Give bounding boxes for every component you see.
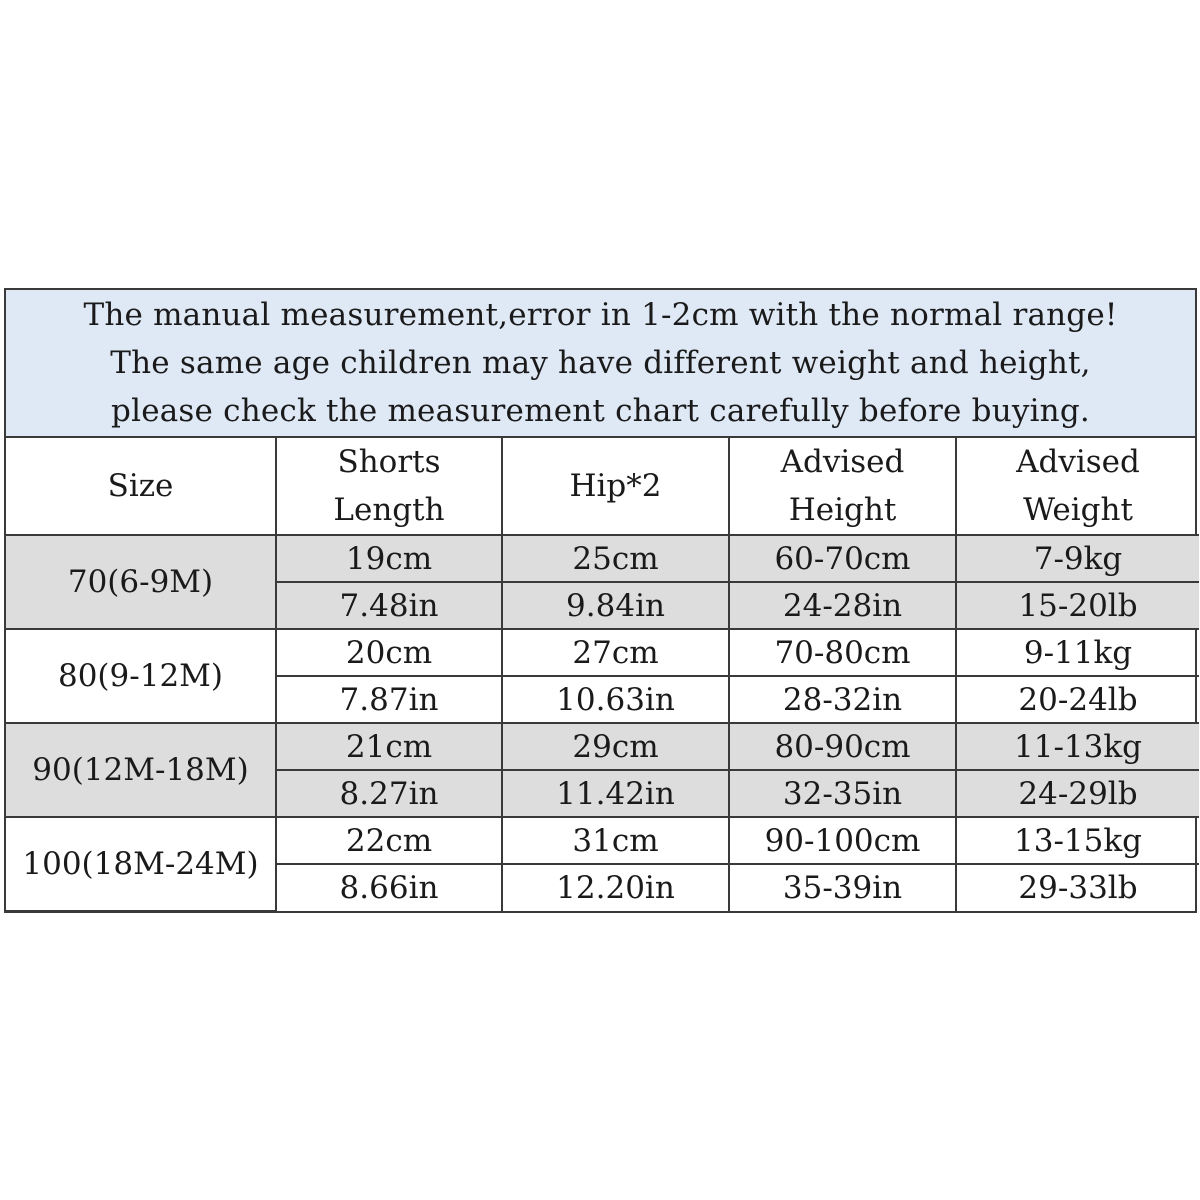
height-in-cell: 32-35in bbox=[729, 770, 956, 817]
table-header-row bbox=[6, 438, 1199, 535]
weight-lb-cell: 24-29lb bbox=[956, 770, 1199, 817]
table-row bbox=[6, 723, 1199, 770]
hip-cm-cell: 31cm bbox=[502, 817, 729, 864]
notice-line: The manual measurement,error in 1-2cm with the normal range! bbox=[83, 297, 1118, 333]
length-cm-cell: 21cm bbox=[276, 723, 502, 770]
size-table bbox=[6, 438, 1199, 912]
length-in-cell: 7.87in bbox=[276, 676, 502, 723]
measurement-notice bbox=[6, 290, 1195, 438]
table-row bbox=[6, 629, 1199, 676]
hip-in-cell: 9.84in bbox=[502, 582, 729, 629]
length-cm-cell: 22cm bbox=[276, 817, 502, 864]
hip-in-cell: 10.63in bbox=[502, 676, 729, 723]
header-shorts-length: Shorts Length bbox=[276, 438, 502, 535]
length-cm-cell: 20cm bbox=[276, 629, 502, 676]
height-in-cell: 24-28in bbox=[729, 582, 956, 629]
length-cm-cell: 19cm bbox=[276, 535, 502, 582]
hip-in-cell: 11.42in bbox=[502, 770, 729, 817]
weight-kg-cell: 7-9kg bbox=[956, 535, 1199, 582]
header-hip: Hip*2 bbox=[502, 438, 729, 535]
height-cm-cell: 70-80cm bbox=[729, 629, 956, 676]
weight-kg-cell: 13-15kg bbox=[956, 817, 1199, 864]
table-row bbox=[6, 535, 1199, 582]
header-size: Size bbox=[6, 438, 276, 535]
size-cell: 80(9-12M) bbox=[6, 629, 276, 723]
hip-in-cell: 12.20in bbox=[502, 864, 729, 911]
weight-lb-cell: 20-24lb bbox=[956, 676, 1199, 723]
size-cell: 90(12M-18M) bbox=[6, 723, 276, 817]
height-cm-cell: 60-70cm bbox=[729, 535, 956, 582]
hip-cm-cell: 27cm bbox=[502, 629, 729, 676]
weight-kg-cell: 9-11kg bbox=[956, 629, 1199, 676]
length-in-cell: 8.66in bbox=[276, 864, 502, 911]
weight-kg-cell: 11-13kg bbox=[956, 723, 1199, 770]
height-cm-cell: 80-90cm bbox=[729, 723, 956, 770]
weight-lb-cell: 15-20lb bbox=[956, 582, 1199, 629]
height-in-cell: 28-32in bbox=[729, 676, 956, 723]
hip-cm-cell: 29cm bbox=[502, 723, 729, 770]
header-advised-height: Advised Height bbox=[729, 438, 956, 535]
table-row bbox=[6, 817, 1199, 864]
size-cell: 70(6-9M) bbox=[6, 535, 276, 629]
hip-cm-cell: 25cm bbox=[502, 535, 729, 582]
height-cm-cell: 90-100cm bbox=[729, 817, 956, 864]
length-in-cell: 7.48in bbox=[276, 582, 502, 629]
length-in-cell: 8.27in bbox=[276, 770, 502, 817]
weight-lb-cell: 29-33lb bbox=[956, 864, 1199, 911]
header-advised-weight: Advised Weight bbox=[956, 438, 1199, 535]
height-in-cell: 35-39in bbox=[729, 864, 956, 911]
notice-line: please check the measurement chart carefully before buying. bbox=[111, 393, 1090, 429]
size-chart bbox=[4, 288, 1197, 913]
notice-line: The same age children may have different weight and height, bbox=[110, 345, 1091, 381]
size-cell: 100(18M-24M) bbox=[6, 817, 276, 911]
